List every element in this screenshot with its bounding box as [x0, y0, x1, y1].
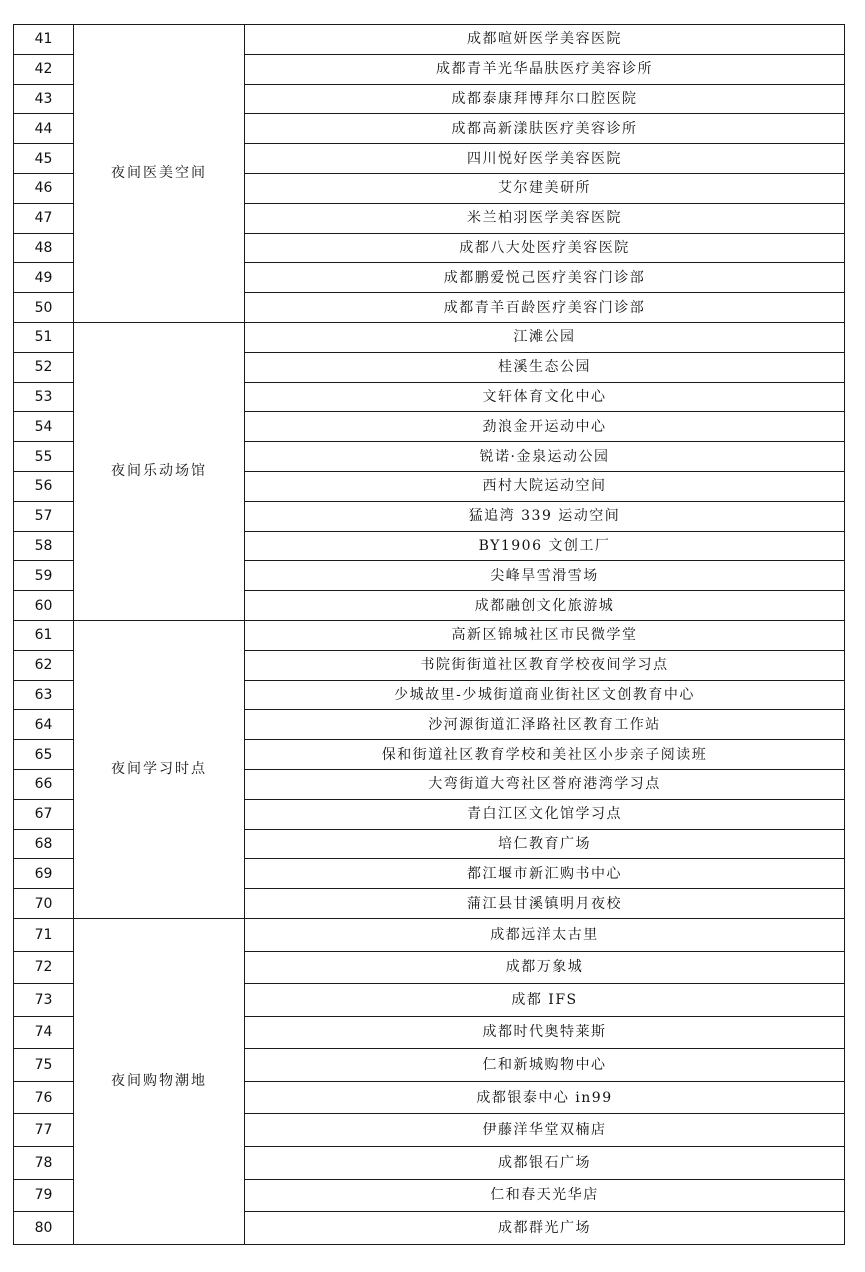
row-number: 45 — [14, 144, 74, 174]
row-number: 65 — [14, 740, 74, 770]
venue-name: 沙河源街道汇泽路社区教育工作站 — [245, 710, 845, 740]
venue-name: 猛追湾 339 运动空间 — [245, 501, 845, 531]
venue-name: 都江堰市新汇购书中心 — [245, 859, 845, 889]
row-number: 75 — [14, 1049, 74, 1082]
row-number: 72 — [14, 951, 74, 984]
row-number: 48 — [14, 233, 74, 263]
venue-name: 成都青羊百龄医疗美容门诊部 — [245, 293, 845, 323]
row-number: 50 — [14, 293, 74, 323]
venue-list-table — [13, 24, 845, 1245]
row-number: 55 — [14, 442, 74, 472]
row-number: 64 — [14, 710, 74, 740]
venue-name: 培仁教育广场 — [245, 829, 845, 859]
venue-name: 锐诺·金泉运动公园 — [245, 442, 845, 472]
table-row — [14, 25, 845, 55]
venue-name: 四川悦好医学美容医院 — [245, 144, 845, 174]
category-cell: 夜间学习时点 — [74, 620, 245, 918]
venue-name: 成都鹏爱悦己医疗美容门诊部 — [245, 263, 845, 293]
category-cell: 夜间乐动场馆 — [74, 322, 245, 620]
venue-name: BY1906 文创工厂 — [245, 531, 845, 561]
row-number: 41 — [14, 25, 74, 55]
row-number: 57 — [14, 501, 74, 531]
row-number: 77 — [14, 1114, 74, 1147]
row-number: 70 — [14, 889, 74, 919]
venue-name: 劲浪金开运动中心 — [245, 412, 845, 442]
venue-name: 西村大院运动空间 — [245, 471, 845, 501]
row-number: 49 — [14, 263, 74, 293]
venue-name: 蒲江县甘溪镇明月夜校 — [245, 889, 845, 919]
table-row — [14, 918, 845, 951]
row-number: 79 — [14, 1179, 74, 1212]
venue-name: 米兰柏羽医学美容医院 — [245, 203, 845, 233]
row-number: 74 — [14, 1016, 74, 1049]
venue-name: 艾尔建美研所 — [245, 173, 845, 203]
venue-name: 仁和新城购物中心 — [245, 1049, 845, 1082]
venue-name: 高新区锦城社区市民微学堂 — [245, 620, 845, 650]
venue-list-body — [14, 25, 845, 1245]
venue-name: 成都融创文化旅游城 — [245, 591, 845, 621]
row-number: 67 — [14, 799, 74, 829]
row-number: 76 — [14, 1081, 74, 1114]
venue-name: 成都时代奥特莱斯 — [245, 1016, 845, 1049]
table-row — [14, 322, 845, 352]
venue-name: 成都高新漾肤医疗美容诊所 — [245, 114, 845, 144]
venue-name: 成都青羊光华晶肤医疗美容诊所 — [245, 54, 845, 84]
venue-name: 成都八大处医疗美容医院 — [245, 233, 845, 263]
venue-name: 成都银石广场 — [245, 1147, 845, 1180]
row-number: 63 — [14, 680, 74, 710]
row-number: 44 — [14, 114, 74, 144]
venue-name: 成都喧妍医学美容医院 — [245, 25, 845, 55]
venue-name: 桂溪生态公园 — [245, 352, 845, 382]
row-number: 80 — [14, 1212, 74, 1245]
row-number: 58 — [14, 531, 74, 561]
venue-name: 青白江区文化馆学习点 — [245, 799, 845, 829]
venue-name: 大弯街道大弯社区誉府港湾学习点 — [245, 769, 845, 799]
row-number: 54 — [14, 412, 74, 442]
row-number: 60 — [14, 591, 74, 621]
category-cell: 夜间医美空间 — [74, 25, 245, 323]
row-number: 51 — [14, 322, 74, 352]
venue-name: 成都泰康拜博拜尔口腔医院 — [245, 84, 845, 114]
row-number: 78 — [14, 1147, 74, 1180]
venue-name: 少城故里-少城街道商业街社区文创教育中心 — [245, 680, 845, 710]
table-row — [14, 620, 845, 650]
venue-name: 成都远洋太古里 — [245, 918, 845, 951]
venue-name: 伊藤洋华堂双楠店 — [245, 1114, 845, 1147]
venue-name: 仁和春天光华店 — [245, 1179, 845, 1212]
venue-name: 成都万象城 — [245, 951, 845, 984]
venue-name: 江滩公园 — [245, 322, 845, 352]
venue-name: 成都 IFS — [245, 984, 845, 1017]
venue-name: 成都银泰中心 in99 — [245, 1081, 845, 1114]
row-number: 59 — [14, 561, 74, 591]
row-number: 66 — [14, 769, 74, 799]
venue-name: 书院街街道社区教育学校夜间学习点 — [245, 650, 845, 680]
venue-name: 成都群光广场 — [245, 1212, 845, 1245]
row-number: 43 — [14, 84, 74, 114]
row-number: 61 — [14, 620, 74, 650]
row-number: 73 — [14, 984, 74, 1017]
row-number: 46 — [14, 173, 74, 203]
row-number: 68 — [14, 829, 74, 859]
category-cell: 夜间购物潮地 — [74, 918, 245, 1244]
row-number: 42 — [14, 54, 74, 84]
row-number: 47 — [14, 203, 74, 233]
row-number: 71 — [14, 918, 74, 951]
row-number: 56 — [14, 471, 74, 501]
row-number: 62 — [14, 650, 74, 680]
row-number: 53 — [14, 382, 74, 412]
row-number: 52 — [14, 352, 74, 382]
venue-name: 保和街道社区教育学校和美社区小步亲子阅读班 — [245, 740, 845, 770]
row-number: 69 — [14, 859, 74, 889]
venue-name: 文轩体育文化中心 — [245, 382, 845, 412]
venue-name: 尖峰旱雪滑雪场 — [245, 561, 845, 591]
